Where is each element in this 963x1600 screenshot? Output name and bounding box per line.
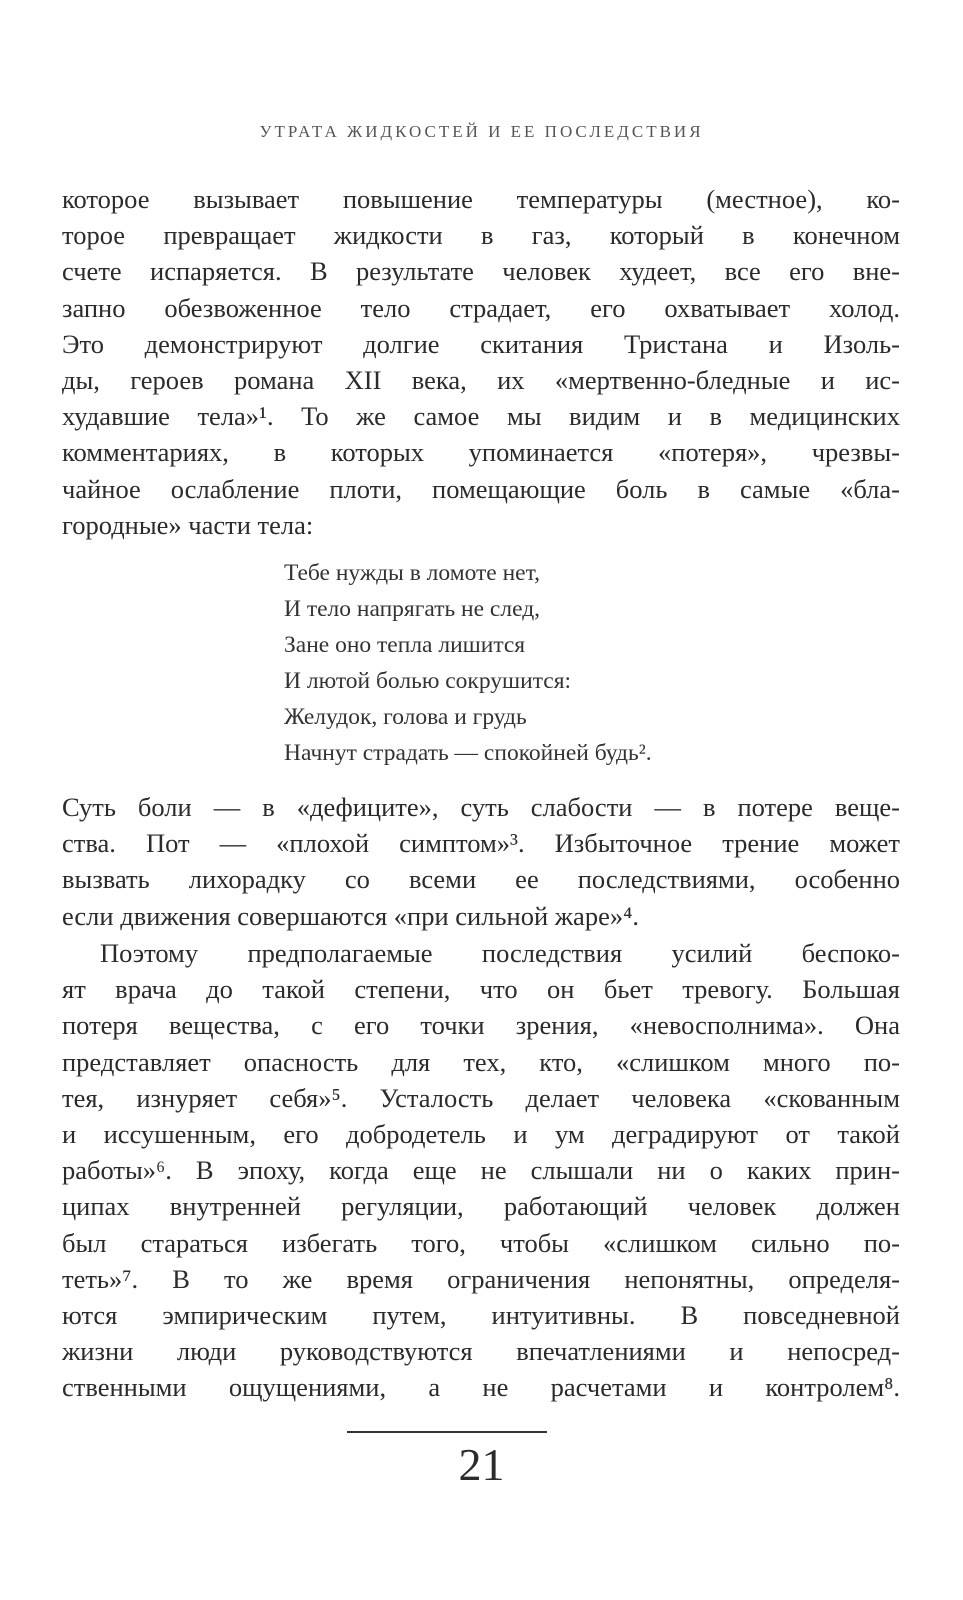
text-line: Это демонстрируют долгие скитания Тристана и Изоль- bbox=[62, 328, 900, 359]
text-line: вызвать лихорадку со всеми ее последствиями, особенно bbox=[62, 864, 900, 895]
text-line: и иссушенным, его добродетель и ум деградируют от такой bbox=[62, 1118, 900, 1149]
text-line: худавшие тела»¹. То же самое мы видим и в медицинских bbox=[62, 401, 900, 432]
text-line: ципах внутренней регуляции, работающий человек должен bbox=[62, 1191, 900, 1222]
text-line: жизни люди руководствуются впечатлениями и непосред- bbox=[62, 1336, 900, 1367]
running-head: УТРАТА ЖИДКОСТЕЙ И ЕЕ ПОСЛЕДСТВИЯ bbox=[259, 122, 704, 141]
text-line: теть»⁷. В то же время ограничения непонятны, определя- bbox=[62, 1263, 900, 1294]
text-line: был стараться избегать того, чтобы «слишком сильно по- bbox=[62, 1227, 900, 1258]
page-number: 21 bbox=[458, 1439, 505, 1490]
text-line: чайное ослабление плоти, помещающие боль в самые «бла- bbox=[62, 473, 900, 504]
text-line: если движения совершаются «при сильной жаре»⁴. bbox=[62, 900, 639, 931]
text-line: работы»⁶. В эпоху, когда еще не слышали ни о каких прин- bbox=[62, 1155, 900, 1186]
verse-line: И тело напрягать не след, bbox=[284, 596, 541, 622]
footer-rule bbox=[347, 1431, 547, 1433]
text-line: счете испаряется. В результате человек худеет, все его вне- bbox=[62, 256, 900, 287]
text-line: торое превращает жидкости в газ, который в конечном bbox=[62, 220, 900, 251]
text-line: представляет опасность для тех, кто, «слишком много по- bbox=[62, 1046, 900, 1077]
text-line: ются эмпирическим путем, интуитивны. В повседневной bbox=[62, 1299, 900, 1330]
paragraph-1 bbox=[62, 181, 900, 543]
verse-quote bbox=[284, 555, 844, 771]
text-line: запно обезвоженное тело страдает, его охватывает холод. bbox=[62, 292, 900, 323]
text-line: комментариях, в которых упоминается «потеря», чрезвы- bbox=[62, 437, 900, 468]
text-line: ят врача до такой степени, что он бьет тревогу. Большая bbox=[62, 974, 900, 1005]
verse-line: Начнут страдать — спокойней будь². bbox=[284, 740, 652, 766]
text-line: Поэтому предполагаемые последствия усилий беспоко- bbox=[100, 938, 900, 968]
text-line: ства. Пот — «плохой симптом»³. Избыточное трение может bbox=[62, 828, 900, 859]
verse-line: И лютой болью сокрушится: bbox=[284, 668, 572, 694]
text-line: ственными ощущениями, а не расчетами и контролем⁸. bbox=[62, 1372, 900, 1403]
paragraph-3 bbox=[62, 935, 900, 1405]
text-line: Суть боли — в «дефиците», суть слабости — в потере веще- bbox=[62, 792, 900, 822]
verse-line: Желудок, голова и грудь bbox=[284, 704, 527, 730]
verse-line: Тебе нужды в ломоте нет, bbox=[284, 560, 540, 586]
text-line: тея, изнуряет себя»⁵. Усталость делает человека «скованным bbox=[62, 1082, 900, 1113]
text-line: потеря вещества, с его точки зрения, «невосполнима». Она bbox=[62, 1010, 900, 1041]
text-line: городные» части тела: bbox=[62, 509, 314, 540]
verse-line: Зане оно тепла лишится bbox=[284, 632, 526, 658]
paragraph-2 bbox=[62, 789, 900, 934]
text-line: ды, героев романа XII века, их «мертвенно-бледные и ис- bbox=[62, 364, 900, 395]
text-line: которое вызывает повышение температуры (местное), ко- bbox=[62, 184, 900, 214]
